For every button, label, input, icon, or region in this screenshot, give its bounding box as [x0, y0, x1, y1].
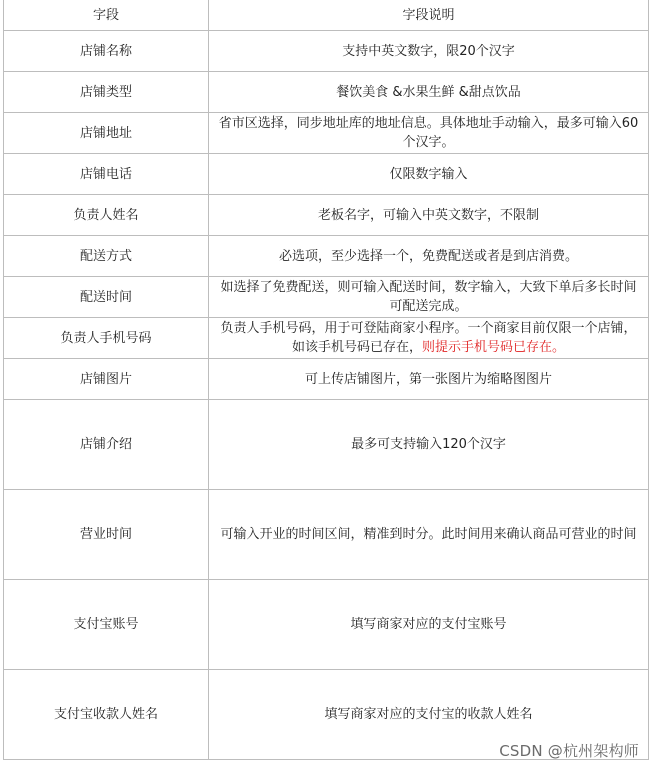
field-name-cell: 店铺图片	[4, 359, 209, 400]
field-name-cell: 配送时间	[4, 277, 209, 318]
table-row	[4, 31, 649, 72]
table-row	[4, 359, 649, 400]
table-row	[4, 154, 649, 195]
csdn-watermark: CSDN @杭州架构师	[499, 742, 639, 760]
table-row	[4, 400, 649, 490]
field-description-cell: 填写商家对应的支付宝的收款人姓名	[209, 670, 649, 760]
table-row	[4, 72, 649, 113]
field-description-cell: 如选择了免费配送，则可输入配送时间，数字输入，大致下单后多长时间可配送完成。	[209, 277, 649, 318]
field-description-cell: 可上传店铺图片，第一张图片为缩略图图片	[209, 359, 649, 400]
field-name-cell: 负责人手机号码	[4, 318, 209, 359]
table-row	[4, 318, 649, 359]
field-name-cell: 支付宝账号	[4, 580, 209, 670]
table-row	[4, 195, 649, 236]
field-spec-table	[3, 0, 649, 760]
table-row	[4, 236, 649, 277]
field-name-cell: 支付宝收款人姓名	[4, 670, 209, 760]
field-name-cell: 店铺类型	[4, 72, 209, 113]
field-description-cell: 支持中英文数字，限20个汉字	[209, 31, 649, 72]
field-description-cell: 填写商家对应的支付宝账号	[209, 580, 649, 670]
field-description-cell: 最多可支持输入120个汉字	[209, 400, 649, 490]
field-name-cell: 店铺电话	[4, 154, 209, 195]
field-description-cell: 可输入开业的时间区间，精准到时分。此时间用来确认商品可营业的时间	[209, 490, 649, 580]
field-name-cell: 店铺地址	[4, 113, 209, 154]
header-field: 字段	[4, 0, 209, 31]
field-name-cell: 负责人姓名	[4, 195, 209, 236]
field-description-cell: 省市区选择，同步地址库的地址信息。具体地址手动输入，最多可输入60个汉字。	[209, 113, 649, 154]
field-name-cell: 配送方式	[4, 236, 209, 277]
description-text: 负责人手机号码，用于可登陆商家小程序。一个商家目前仅限一个店铺，如该手机号码已存在，	[220, 321, 637, 355]
field-name-cell: 营业时间	[4, 490, 209, 580]
field-description-cell: 老板名字，可输入中英文数字，不限制	[209, 195, 649, 236]
header-description: 字段说明	[209, 0, 649, 31]
table-row	[4, 113, 649, 154]
field-description-cell: 仅限数字输入	[209, 154, 649, 195]
field-description-cell: 餐饮美食 &水果生鲜 &甜点饮品	[209, 72, 649, 113]
field-name-cell: 店铺名称	[4, 31, 209, 72]
table-row	[4, 490, 649, 580]
table-row	[4, 580, 649, 670]
field-description-cell: 必选项，至少选择一个，免费配送或者是到店消费。	[209, 236, 649, 277]
table-row	[4, 277, 649, 318]
field-name-cell: 店铺介绍	[4, 400, 209, 490]
warning-text: 则提示手机号码已存在。	[422, 340, 566, 355]
table-header-row	[4, 0, 649, 31]
field-description-cell	[209, 318, 649, 359]
